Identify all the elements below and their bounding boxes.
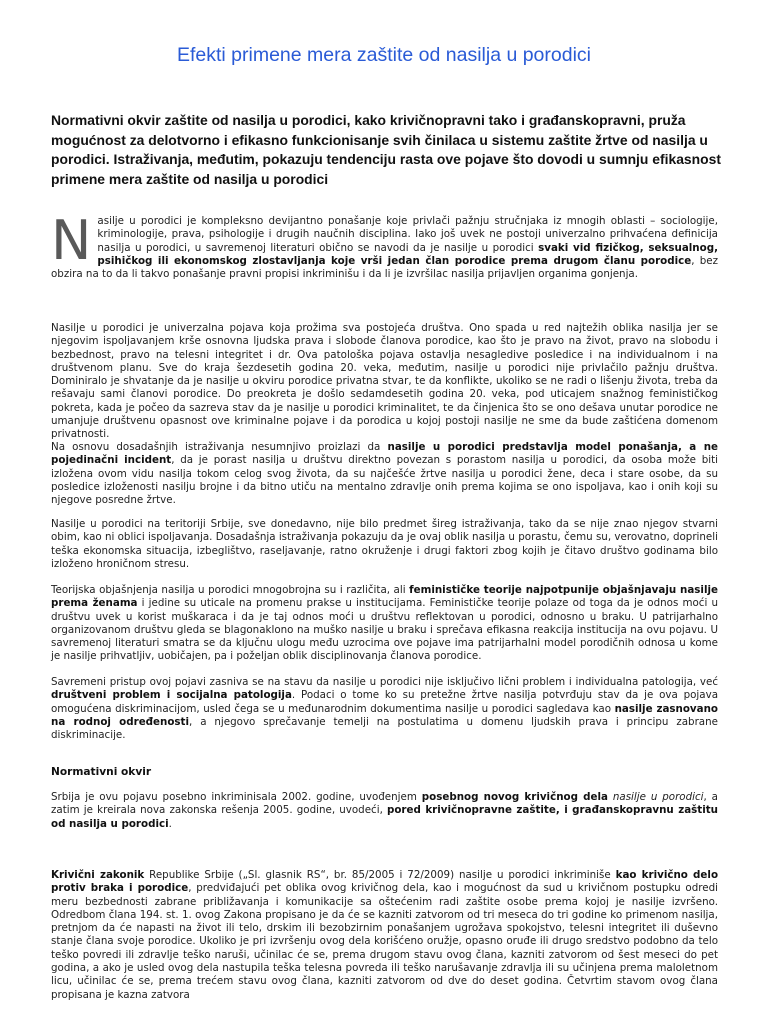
- p7-bold-1: Krivični zakonik: [51, 869, 145, 881]
- drop-cap: N: [51, 209, 92, 272]
- p2-bold-1: nasilje u porodici predstavlja model ponašanja, a ne pojedinačni incident: [51, 441, 719, 467]
- paragraph-2: [51, 441, 718, 507]
- p5-text-3: , a njegovo sprečavanje temelji na postulatima u domenu ljudskih prava i principu zabrane diskriminacije.: [51, 715, 718, 742]
- paragraph-5: [51, 676, 718, 742]
- p6-italic-1: nasilje u porodici: [612, 791, 704, 803]
- section-heading: Normativni okvir: [51, 766, 152, 778]
- paragraph-3: Nasilje u porodici na teritoriji Srbije, sve donedavno, nije bilo predmet šireg istraživanja, tako da se nije znao njegov stvarni obim, kao ni oblici ispoljavanja. Dosadašnja istraživanja pokazuju da je ovaj oblik nasilja u porastu, čemu su, verovatno, doprineli teška ekonomska situacija, izbeglištvo, raseljavanje, ratno okruženje i drugi faktori zbog kojih je čitavo društvo godinama bilo izloženo hroničnom stresu.: [51, 518, 718, 570]
- p7-bold-2: kao krivično delo protiv braka i porodice: [51, 869, 719, 895]
- paragraph-1: Nasilje u porodici je univerzalna pojava koja prožima sva postojeća društva. Ono spada u red najtežih oblika nasilja jer se njegovim ispoljavanjem krše osnovna ljudska prava i slobode članova porodice, kao što je pravo na život, pravo na slobodu i bezbednost, pravo na telesni integritet i dr. Ova patološka pojava ostavlja nesagledive posledice i na individualnom i na društvenom planu. Sve do kraja šezdesetih godina 20. veka, međutim, nasilje u porodici nije privlačilo pažnju društva. Dominiralo je shvatanje da je nasilje u okviru porodice privatna stvar, te da konflikte, ukoliko se ne radi o lišenju života, treba da rešavaju sami članovi porodice. Do preokreta je došlo sedamdesetih godina 20. veka, pod uticajem snažnog feminističkog pokreta, kada je počeo da sazreva stav da je nasilje u porodici kriminalitet, te da činjenica što se ono dešava unutar porodice ne umanjuje društvenu opasnost ove kriminalne pojave i da porodica u kojoj postoji nasilje ne sme da bude zaštićena domenom privatnosti.: [51, 322, 718, 441]
- p4-bold-1: feminističke teorije najpotpunije objašnjavaju nasilje prema ženama: [51, 584, 718, 610]
- paragraph-7: [51, 869, 718, 1002]
- intro-text-1: asilje u porodici je kompleksno devijantno ponašanje koje privlači pažnju stručnjaka iz mnogih oblasti – sociologije, kriminologije, prava, psihologije i drugih naučnih disciplina. Iako još uvek ne postoji univerzalno prihvaćena definicija nasilja u porodici, u savremenoj literaturi obično se navodi da je nasilje u porodici: [97, 215, 718, 254]
- lead-paragraph: Normativni okvir zaštite od nasilja u porodici, kako krivičnopravni tako i građanskopravni, pruža mogućnost za delotvorno i efikasno funkcionisanje svih činilaca u sistemu zaštite žrtve od nasilja u porodici. Istraživanja, međutim, pokazuju tendenciju rasta ove pojave što dovodi u sumnju efikasnost primene mera zaštite od nasilja u porodici: [51, 112, 721, 187]
- intro-paragraph: [51, 209, 718, 281]
- p5-bold-1: društveni problem i socijalna patologija: [51, 689, 292, 702]
- p4-text-2: i jedine su uticale na promenu prakse u institucijama. Feminističke teorije polaze od toga da je odnos moći u društvu uvek u korist muškaraca i da je taj odnos moći u društvu reflektovan u porodici, odnosno u braku. U patrijarhalno organizovanom društvu gleda se blagonaklono na muško nasilje u braku i sprečava efikasna reakcija institucija na ovu pojavu. U savremenoj literaturi smatra se da ključnu ulogu među uzrocima ove pojave ima patrijarhalni model porodičnih odnosa u kome je nasilje prihvatljiv, uobičajen, pa i poželjan oblik disciplinovanja članova porodice.: [51, 597, 718, 663]
- p6-bold-1: posebnog novog krivičnog dela: [421, 791, 608, 803]
- p6-bold-2: pored krivičnopravne zaštite, i građanskopravnu zaštitu od nasilja u porodici: [51, 804, 718, 830]
- intro-bold-1: svaki vid fizičkog, seksualnog, psihičkog ili ekonomskog zlostavljanja koje vrši jedan član porodice prema drugom članu porodice: [97, 241, 718, 267]
- p6-text-3: .: [168, 817, 172, 830]
- p4-text-1: Teorijska objašnjenja nasilja u porodici mnogobrojna su i različita, ali: [51, 584, 410, 596]
- p6-text-1: Srbija je ovu pojavu posebno inkriminisala 2002. godine, uvođenjem: [51, 791, 422, 803]
- page-title: Efekti primene mera zaštite od nasilja u porodici: [176, 44, 592, 66]
- p2-text-1: Na osnovu dosadašnjih istraživanja nesumnjivo proizlazi da: [51, 441, 388, 453]
- p7-text-2: , predviđajući pet oblika ovog krivičnog dela, kao i mogućnost da sud u krivičnom postupku odredi meru bezbednosti zabrane približavanja i komunikacije sa oštećenim radi zaštite osobe prema kojoj je nasilje izvršeno. Odredbom člana 194. st. 1. ovog Zakona propisano je da će se kazniti zatvorom od tri meseca do tri godine ko primenom nasilja, pretnjom da će napasti na život ili telo, drskim ili bezobzirnim ponašanjem ugrožava spokojstvo, telesni integritet ili duševno stanje člana svoje porodice. Ukoliko je pri izvršenju ovog dela korišćeno oružje, opasno oruđe ili drugo sredstvo podobno da telo teško povredi ili zdravlje teško naruši, učinilac će se, prema drugom stavu ovog člana, kazniti zatvorom od šest meseci do pet godina, a ako je usled ovog dela nastupila teška telesna povreda ili teško narušavanje zdravlja ili su učinjena prema maloletnom licu, učinilac će se, prema trećem stavu ovog člana, kazniti zatvorom od dve do deset godina. Četvrtim stavom ovog člana propisana je kazna zatvora: [51, 882, 718, 1001]
- p5-bold-2: nasilje zasnovano na rodnoj određenosti: [51, 702, 718, 728]
- p5-text-1: Savremeni pristup ovoj pojavi zasniva se na stavu da nasilje u porodici nije isključivo lični problem i individualna patologija, već: [51, 676, 718, 688]
- p6-text-2: , a zatim je kreirala nova zakonska rešenja 2005. godine, uvodeći,: [51, 791, 718, 817]
- p7-text-1: Republike Srbije („Sl. glasnik RS“, br. 85/2005 i 72/2009) nasilje u porodici inkriminiše: [144, 869, 616, 881]
- p2-text-2: , da je porast nasilja u društvu direktno povezan s porastom nasilja u porodici, da osoba može biti izložena ovom vidu nasilja tokom celog svog života, da su najčešće žrtve nasilja u porodici žene, deca i stare osobe, da su posledice izloženosti nasilju brojne i da bitno utiču na mentalno zdravlje onih prema kojima se ono ispoljava, kao i onih koji su njegove posredne žrtve.: [51, 454, 718, 507]
- paragraph-6: [51, 791, 718, 831]
- intro-text-2: , bez obzira na to da li takvo ponašanje pravni propisi inkriminišu i da li je izvršilac nasilja prijavljen organima gonjenja.: [51, 254, 718, 281]
- p5-text-2: . Podaci o tome ko su pretežne žrtve nasilja potvrđuju stav da je ova pojava omogućena diskriminacijom, usled čega se u međunarodnim dokumentima nasilje u porodici sagledava kao: [51, 689, 719, 715]
- paragraph-4: [51, 584, 718, 664]
